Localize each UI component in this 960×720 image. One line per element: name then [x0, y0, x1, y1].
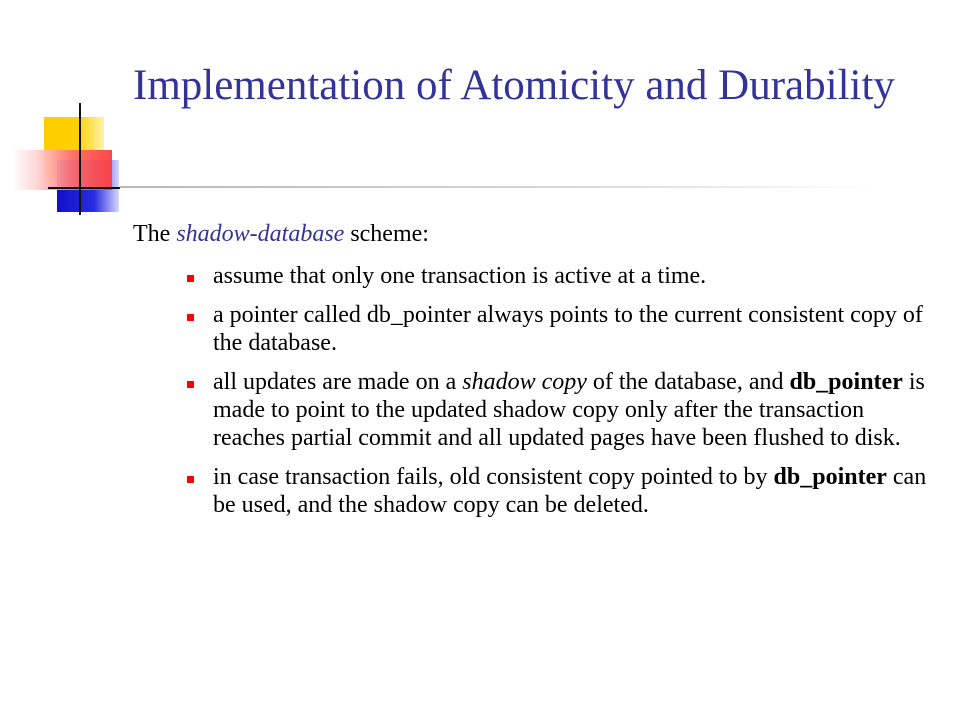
bullet-text-part: in case transaction fails, old consistent copy pointed to by: [213, 464, 774, 490]
bullet-text-part: is made to point to the updated shadow copy only after the transaction reaches partial commit and all updated pages have been flushed to disk.: [213, 369, 925, 451]
bullet-bold-term: db_pointer: [789, 369, 903, 395]
bullet-text-part: can be used, and the shadow copy can be deleted.: [213, 464, 927, 518]
bullet-item: [187, 262, 927, 290]
bullet-text-part: of the database, and: [586, 369, 790, 395]
decorative-horizontal-line: [48, 187, 120, 189]
bullet-text-part: all updates are made on a: [213, 369, 463, 395]
bullet-square-icon: [187, 314, 194, 321]
bullet-list: [187, 262, 927, 530]
bullet-text: a pointer called db_pointer always points to the current consistent copy of the database.: [213, 302, 923, 356]
lead-emphasis: shadow-database: [176, 221, 345, 247]
bullet-item: [187, 301, 927, 357]
lead-prefix: The: [133, 221, 177, 247]
bullet-italic-term: shadow copy: [462, 369, 587, 395]
bullet-item: [187, 368, 927, 452]
slide-title: Implementation of Atomicity and Durability: [133, 62, 895, 109]
bullet-text: assume that only one transaction is active at a time.: [213, 263, 707, 289]
decorative-red-bar: [12, 150, 112, 190]
lead-suffix: scheme:: [344, 221, 429, 247]
bullet-bold-term: db_pointer: [773, 464, 887, 490]
decorative-vertical-line: [79, 103, 81, 215]
bullet-item: [187, 463, 927, 519]
bullet-square-icon: [187, 476, 194, 483]
bullet-square-icon: [187, 381, 194, 388]
lead-paragraph: [133, 218, 913, 250]
bullet-square-icon: [187, 275, 194, 282]
title-underline: [120, 186, 880, 188]
